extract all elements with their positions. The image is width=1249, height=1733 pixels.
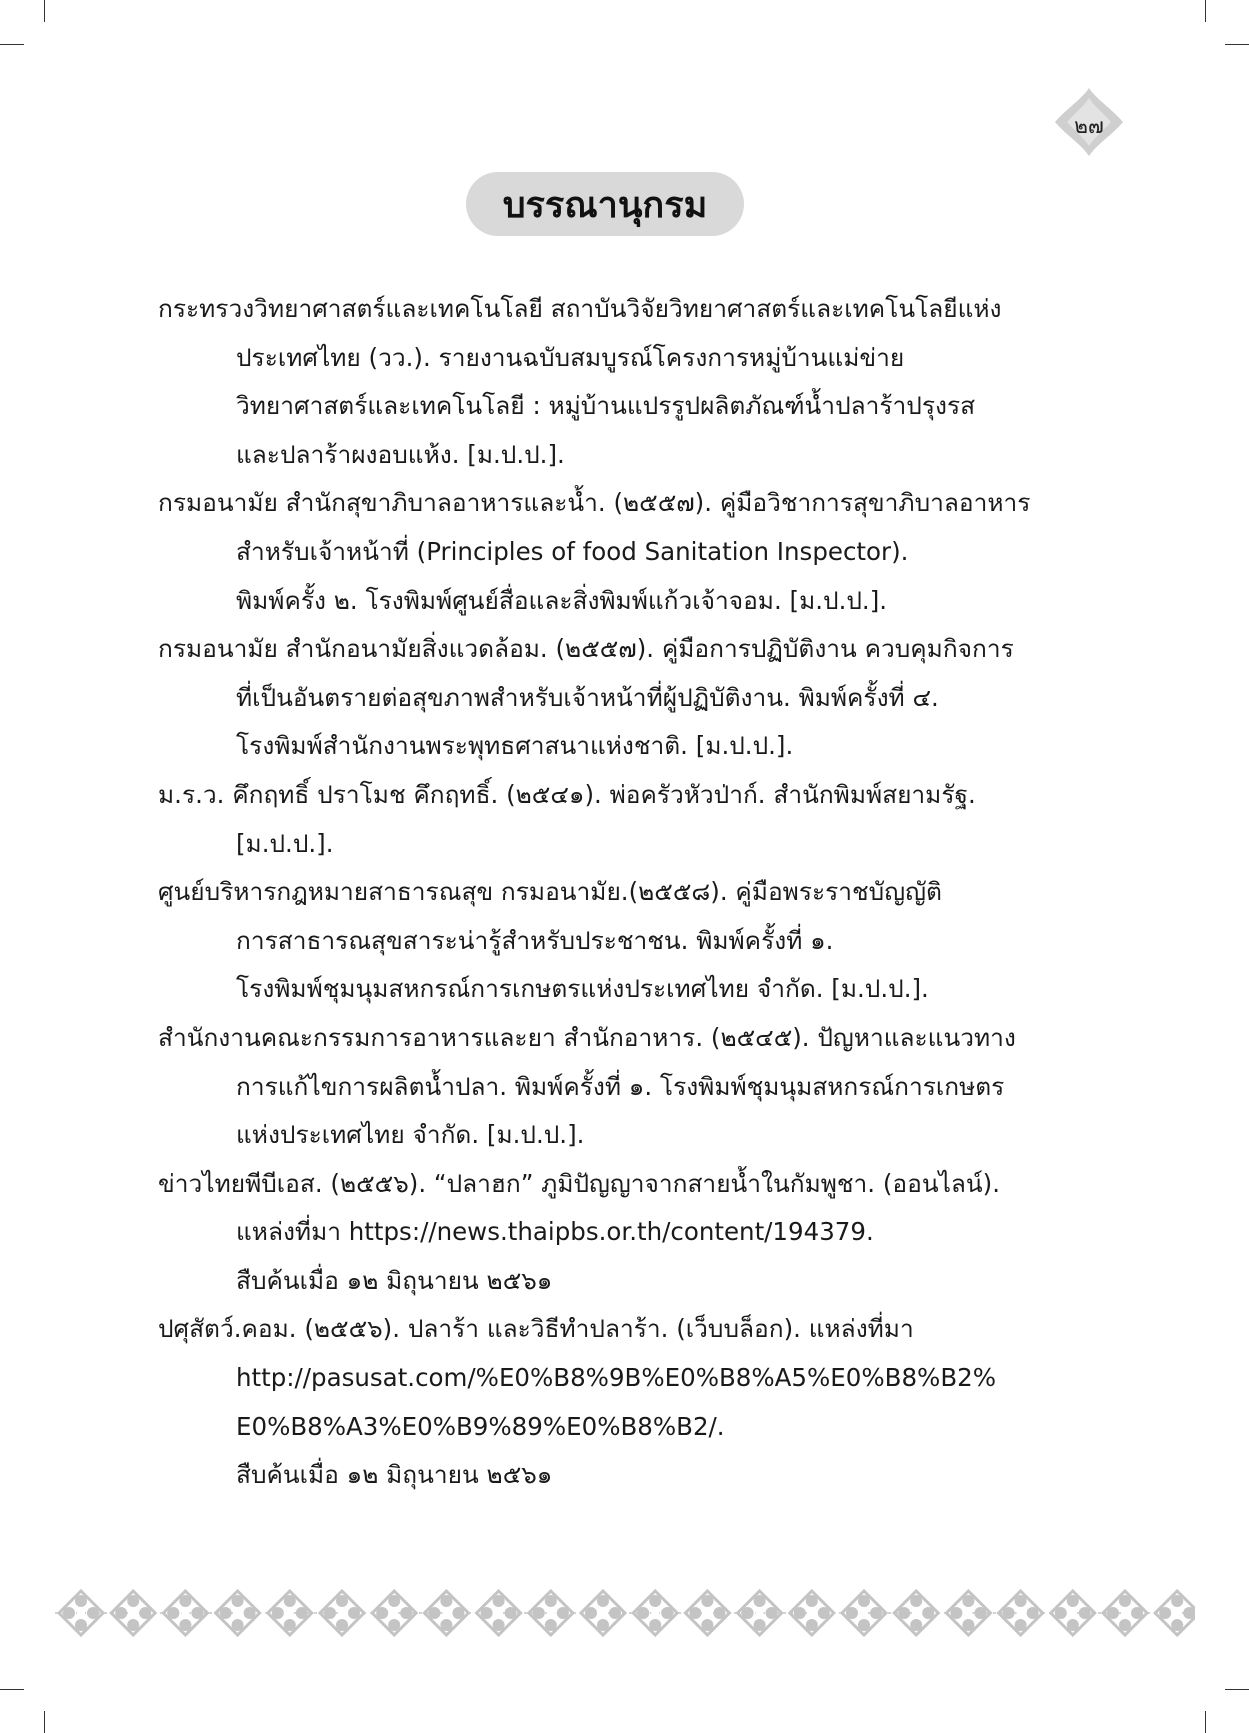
reference-line: พิมพ์ครั้ง ๒. โรงพิมพ์ศูนย์สื่อและสิ่งพิมพ์แก้วเจ้าจอม. [ม.ป.ป.]. (236, 585, 888, 615)
page-title: บรรณานุกรม (466, 172, 744, 236)
reference-line: ศูนย์บริหารกฎหมายสาธารณสุข กรมอนามัย.(๒๕๕๘). คู่มือพระราชบัญญัติ (158, 877, 942, 907)
ornament-tile (268, 1591, 312, 1635)
reference-line: โรงพิมพ์ชุมนุมสหกรณ์การเกษตรแห่งประเทศไทย จำกัด. [ม.ป.ป.]. (236, 974, 929, 1004)
crop-mark (1205, 1711, 1206, 1733)
decorative-border-icon (55, 1578, 1195, 1648)
reference-line: กรมอนามัย สำนักอนามัยสิ่งแวดล้อม. (๒๕๕๗). คู่มือการปฏิบัติงาน ควบคุมกิจการ (158, 634, 1014, 664)
ornament-tile (1155, 1591, 1195, 1635)
reference-entry (158, 479, 1098, 625)
reference-line: และปลาร้าผงอบแห้ง. [ม.ป.ป.]. (236, 439, 565, 469)
reference-line: กระทรวงวิทยาศาสตร์และเทคโนโลยี สถาบันวิจัยวิทยาศาสตร์และเทคโนโลยีแห่ง (158, 294, 1002, 323)
reference-line: ปศุสัตว์.คอม. (๒๕๕๖). ปลาร้า และวิธีทำปลาร้า. (เว็บบล็อก). แหล่งที่มา (158, 1314, 914, 1344)
ornament-tile (894, 1591, 938, 1635)
reference-line: วิทยาศาสตร์และเทคโนโลยี : หมู่บ้านแปรรูปผลิตภัณฑ์น้ำปลาร้าปรุงรส (236, 391, 976, 421)
ornament-tile (581, 1591, 625, 1635)
reference-line: การสาธารณสุขสาระน่ารู้สำหรับประชาชน. พิมพ์ครั้งที่ ๑. (236, 925, 834, 955)
ornament-tile (946, 1591, 990, 1635)
reference-line: [ม.ป.ป.]. (236, 828, 334, 858)
ornament-tile (842, 1591, 886, 1635)
ornament-tile (738, 1591, 782, 1635)
reference-entry (158, 285, 1098, 479)
page-number: ๒๗ (1074, 114, 1104, 138)
reference-line: http://pasusat.com/%E0%B8%9B%E0%B8%A5%E0%B8%B2% (236, 1363, 996, 1393)
crop-mark (1225, 44, 1249, 45)
reference-line: ข่าวไทยพีบีเอส. (๒๕๕๖). “ปลาฮก” ภูมิปัญญาจากสายน้ำในกัมพูชา. (ออนไลน์). (158, 1168, 1001, 1198)
crop-mark (1205, 0, 1206, 22)
bibliography-list (158, 285, 1098, 1500)
reference-entry (158, 771, 1098, 868)
ornament-tile (477, 1591, 521, 1635)
reference-line: ที่เป็นอันตรายต่อสุขภาพสำหรับเจ้าหน้าที่ผู้ปฏิบัติงาน. พิมพ์ครั้งที่ ๔. (236, 682, 939, 712)
reference-line: สำนักงานคณะกรรมการอาหารและยา สำนักอาหาร. (๒๕๔๕). ปัญหาและแนวทาง (158, 1022, 1016, 1052)
ornament-tile (372, 1591, 416, 1635)
reference-line: แห่งประเทศไทย จำกัด. [ม.ป.ป.]. (236, 1120, 585, 1150)
reference-line: การแก้ไขการผลิตน้ำปลา. พิมพ์ครั้งที่ ๑. โรงพิมพ์ชุมนุมสหกรณ์การเกษตร (236, 1071, 1005, 1101)
reference-entry (158, 1160, 1098, 1306)
ornament-tile (633, 1591, 677, 1635)
reference-line: สืบค้นเมื่อ ๑๒ มิถุนายน ๒๕๖๑ (236, 1460, 553, 1490)
reference-entry (158, 868, 1098, 1014)
crop-mark (1225, 1689, 1249, 1690)
reference-entry (158, 625, 1098, 771)
ornament-tile (999, 1591, 1043, 1635)
reference-line: E0%B8%A3%E0%B9%89%E0%B8%B2/. (236, 1411, 725, 1441)
reference-line: สืบค้นเมื่อ ๑๒ มิถุนายน ๒๕๖๑ (236, 1265, 553, 1295)
ornament-tile (685, 1591, 729, 1635)
reference-line: แหล่งที่มา https://news.thaipbs.or.th/content/194379. (236, 1217, 874, 1247)
ornament-tile (59, 1591, 103, 1635)
crop-mark (44, 1711, 45, 1733)
reference-line: กรมอนามัย สำนักสุขาภิบาลอาหารและน้ำ. (๒๕๕๗). คู่มือวิชาการสุขาภิบาลอาหาร (158, 488, 1031, 518)
ornament-tile (216, 1591, 260, 1635)
reference-entry (158, 1014, 1098, 1160)
ornament-tile (424, 1591, 468, 1635)
reference-line: ม.ร.ว. คึกฤทธิ์ ปราโมช คึกฤทธิ์. (๒๕๔๑). พ่อครัวหัวป่าก์. สำนักพิมพ์สยามรัฐ. (158, 779, 976, 809)
ornament-tile (790, 1591, 834, 1635)
ornament-tile (320, 1591, 364, 1635)
ornament-tile (529, 1591, 573, 1635)
reference-line: ประเทศไทย (วว.). รายงานฉบับสมบูรณ์โครงการหมู่บ้านแม่ข่าย (236, 342, 905, 372)
crop-mark (0, 1689, 24, 1690)
ornament-tile (163, 1591, 207, 1635)
ornament-tile (111, 1591, 155, 1635)
crop-mark (0, 44, 24, 45)
page-number-badge (1053, 86, 1125, 158)
crop-mark (44, 0, 45, 22)
ornament-tile (1103, 1591, 1147, 1635)
reference-entry (158, 1305, 1098, 1499)
reference-line: สำหรับเจ้าหน้าที่ (Principles of food Sanitation Inspector). (236, 536, 909, 566)
ornament-tile (1051, 1591, 1095, 1635)
reference-line: โรงพิมพ์สำนักงานพระพุทธศาสนาแห่งชาติ. [ม.ป.ป.]. (236, 731, 794, 761)
